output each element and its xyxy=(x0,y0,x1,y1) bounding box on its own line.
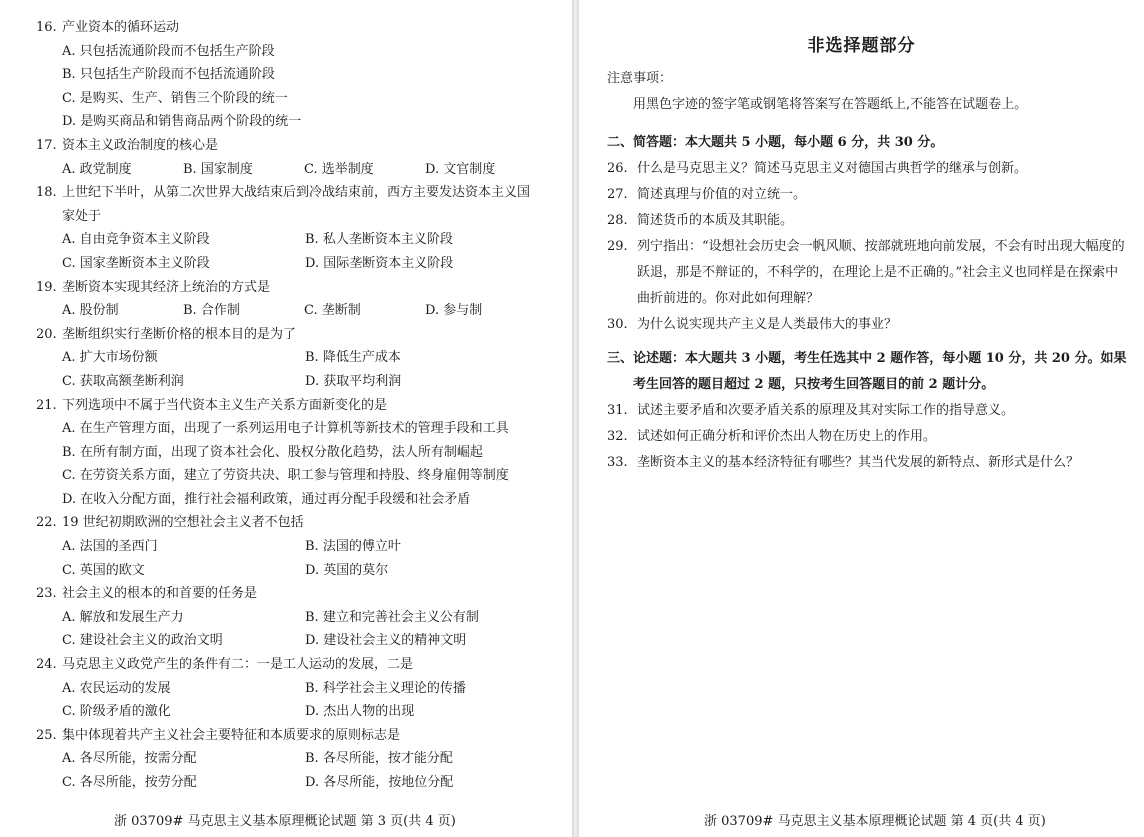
question-33 xyxy=(607,450,1127,476)
option-c: C. 阶级矛盾的激化 xyxy=(62,704,171,720)
question-number: 33. xyxy=(607,455,628,470)
question-17 xyxy=(36,134,573,158)
question-stem: 集中体现着共产主义社会主要特征和本质要求的原则标志是 xyxy=(62,727,401,743)
option-d: D. 文官制度 xyxy=(425,161,496,177)
essay-section xyxy=(607,346,1127,476)
question-text: 垄断资本主义的基本经济特征有哪些？其当代发展的新特点、新形式是什么？ xyxy=(637,455,1080,470)
question-stem: 19 世纪初期欧洲的空想社会主义者不包括 xyxy=(62,515,304,531)
question-text: 列宁指出：“设想社会历史会一帆风顺、按部就班地向前发展，不会有时出现大幅度的跃退，那是不辩证的，不科学的，在理论上是不正确的。”社会主义也同样是在探索中曲折前进的。你对此如何理解？ xyxy=(637,239,1125,306)
options-20 xyxy=(36,346,573,393)
option-c: C. 选举制度 xyxy=(304,161,374,177)
question-20 xyxy=(36,323,573,347)
option-c: C. 获取高额垄断利润 xyxy=(62,373,184,389)
option-d: D. 建设社会主义的精神文明 xyxy=(305,633,467,649)
option-d: D. 各尽所能，按地位分配 xyxy=(305,775,454,790)
option-b: B. 国家制度 xyxy=(183,161,253,177)
question-number: 20. xyxy=(36,326,57,342)
question-stem: 马克思主义政党产生的条件有二：一是工人运动的发展，二是 xyxy=(62,657,414,673)
option-a: A. 各尽所能，按需分配 xyxy=(62,751,197,767)
section-title: 非选择题部分 xyxy=(807,36,916,56)
question-24 xyxy=(36,653,573,677)
question-25 xyxy=(36,724,573,748)
question-number: 26. xyxy=(607,161,628,176)
option-c: C. 是购买、生产、销售三个阶段的统一 xyxy=(62,90,288,106)
option-c: C. 国家垄断资本主义阶段 xyxy=(62,255,210,271)
option-b: B. 建立和完善社会主义公有制 xyxy=(305,609,479,625)
option-b: B. 法国的傅立叶 xyxy=(305,539,401,555)
option-c: C. 垄断制 xyxy=(304,303,361,319)
question-number: 28. xyxy=(607,213,628,228)
page-divider xyxy=(572,0,579,837)
option-d: D. 杰出人物的出现 xyxy=(305,704,415,720)
option-b: B. 私人垄断资本主义阶段 xyxy=(305,232,453,248)
notice-block xyxy=(607,66,1127,118)
question-number: 24. xyxy=(36,657,57,673)
question-stem: 产业资本的循环运动 xyxy=(62,20,180,35)
question-21 xyxy=(36,394,573,418)
option-a: A. 解放和发展生产力 xyxy=(62,609,184,625)
question-number: 21. xyxy=(36,397,57,413)
option-a: A. 扩大市场份额 xyxy=(62,350,158,366)
option-a: A. 在生产管理方面，出现了一系列运用电子计算机等新技术的管理手段和工具 xyxy=(62,421,509,437)
option-a: A. 只包括流通阶段而不包括生产阶段 xyxy=(62,43,275,59)
option-b: B. 降低生产成本 xyxy=(305,350,401,366)
question-number: 23. xyxy=(36,586,57,602)
section-2-heading: 二、简答题：本大题共 5 小题，每小题 6 分，共 30 分。 xyxy=(607,135,944,150)
option-a: A. 政党制度 xyxy=(62,161,132,177)
question-number: 25. xyxy=(36,727,57,743)
question-stem: 垄断组织实行垄断价格的根本目的是为了 xyxy=(62,326,297,342)
question-number: 32. xyxy=(607,429,628,444)
question-stem: 下列选项中不属于当代资本主义生产关系方面新变化的是 xyxy=(62,397,388,413)
option-d: D. 英国的莫尔 xyxy=(305,562,389,578)
section-3-heading: 三、论述题：本大题共 3 小题，考生任选其中 2 题作答，每小题 10 分，共 20 分。如果 xyxy=(607,351,1127,366)
question-31 xyxy=(607,398,1127,424)
question-text: 试述主要矛盾和次要矛盾关系的原理及其对实际工作的指导意义。 xyxy=(637,403,1015,418)
question-number: 29. xyxy=(607,239,628,254)
question-18-continuation: 家处于 xyxy=(62,208,102,224)
question-number: 22. xyxy=(36,515,57,531)
option-c: C. 在劳资关系方面，建立了劳资共决、职工参与管理和持股、终身雇佣等制度 xyxy=(62,468,509,484)
question-number: 19. xyxy=(36,279,57,295)
question-number: 27. xyxy=(607,187,628,202)
question-stem: 资本主义政治制度的核心是 xyxy=(62,137,219,153)
question-text: 为什么说实现共产主义是人类最伟大的事业？ xyxy=(637,317,898,332)
option-d: D. 获取平均利润 xyxy=(305,373,402,389)
question-stem: 上世纪下半叶，从第二次世界大战结束后到冷战结束前，西方主要发达资本主义国 xyxy=(62,185,531,201)
question-number: 18. xyxy=(36,185,57,201)
options-22 xyxy=(36,535,573,582)
question-27 xyxy=(607,182,1127,208)
options-19 xyxy=(36,299,573,323)
question-16 xyxy=(36,16,573,40)
option-d: D. 在收入分配方面，推行社会福利政策，通过再分配手段缓和社会矛盾 xyxy=(62,491,471,507)
question-text: 简述真理与价值的对立统一。 xyxy=(637,187,807,202)
question-19 xyxy=(36,276,573,300)
question-29 xyxy=(607,234,1127,312)
question-stem: 垄断资本实现其经济上统治的方式是 xyxy=(62,279,271,295)
option-d: D. 是购买商品和销售商品两个阶段的统一 xyxy=(62,114,302,130)
right-page xyxy=(579,0,1144,837)
option-b: B. 科学社会主义理论的传播 xyxy=(305,680,466,696)
section-3-heading-continued: 考生回答的题目超过 2 题，只按考生回答题目的前 2 题计分。 xyxy=(633,377,995,392)
question-28 xyxy=(607,208,1127,234)
options-25 xyxy=(36,747,573,794)
option-b: B. 合作制 xyxy=(183,303,240,319)
question-32 xyxy=(607,424,1127,450)
question-26 xyxy=(607,156,1127,182)
question-stem: 社会主义的根本的和首要的任务是 xyxy=(62,586,258,602)
option-c: C. 英国的欧文 xyxy=(62,562,145,578)
option-c: C. 各尽所能，按劳分配 xyxy=(62,775,197,790)
options-17 xyxy=(36,158,573,182)
option-a: A. 自由竞争资本主义阶段 xyxy=(62,232,210,248)
question-23 xyxy=(36,582,573,606)
options-21 xyxy=(36,417,573,511)
options-24 xyxy=(36,677,573,724)
question-number: 31. xyxy=(607,403,628,418)
option-b: B. 在所有制方面，出现了资本社会化、股权分散化趋势，法人所有制崛起 xyxy=(62,444,483,460)
question-text: 什么是马克思主义？简述马克思主义对德国古典哲学的继承与创新。 xyxy=(637,161,1028,176)
option-a: A. 法国的圣西门 xyxy=(62,539,158,555)
notice-text: 用黑色字迹的签字笔或钢笔将答案写在答题纸上,不能答在试题卷上。 xyxy=(633,97,1028,112)
question-18 xyxy=(36,181,573,205)
question-number: 16. xyxy=(36,20,57,35)
option-b: B. 各尽所能，按才能分配 xyxy=(305,751,453,767)
option-b: B. 只包括生产阶段而不包括流通阶段 xyxy=(62,67,275,83)
question-text: 试述如何正确分析和评价杰出人物在历史上的作用。 xyxy=(637,429,937,444)
question-number: 30. xyxy=(607,317,628,332)
options-18 xyxy=(36,228,573,275)
option-a: A. 股份制 xyxy=(62,303,119,319)
page-footer: 浙 03709# 马克思主义基本原理概论试题 第 4 页(共 4 页) xyxy=(704,814,1046,829)
question-30 xyxy=(607,312,1127,338)
page-footer: 浙 03709# 马克思主义基本原理概论试题 第 3 页(共 4 页) xyxy=(114,814,456,829)
question-number: 17. xyxy=(36,137,57,153)
option-c: C. 建设社会主义的政治文明 xyxy=(62,633,223,649)
option-d: D. 国际垄断资本主义阶段 xyxy=(305,255,454,271)
short-answer-section xyxy=(607,130,1127,338)
question-22 xyxy=(36,511,573,535)
options-16 xyxy=(36,40,573,134)
question-text: 简述货币的本质及其职能。 xyxy=(637,213,794,228)
notice-label: 注意事项： xyxy=(607,71,673,86)
option-d: D. 参与制 xyxy=(425,303,483,319)
options-23 xyxy=(36,606,573,653)
option-a: A. 农民运动的发展 xyxy=(62,680,171,696)
